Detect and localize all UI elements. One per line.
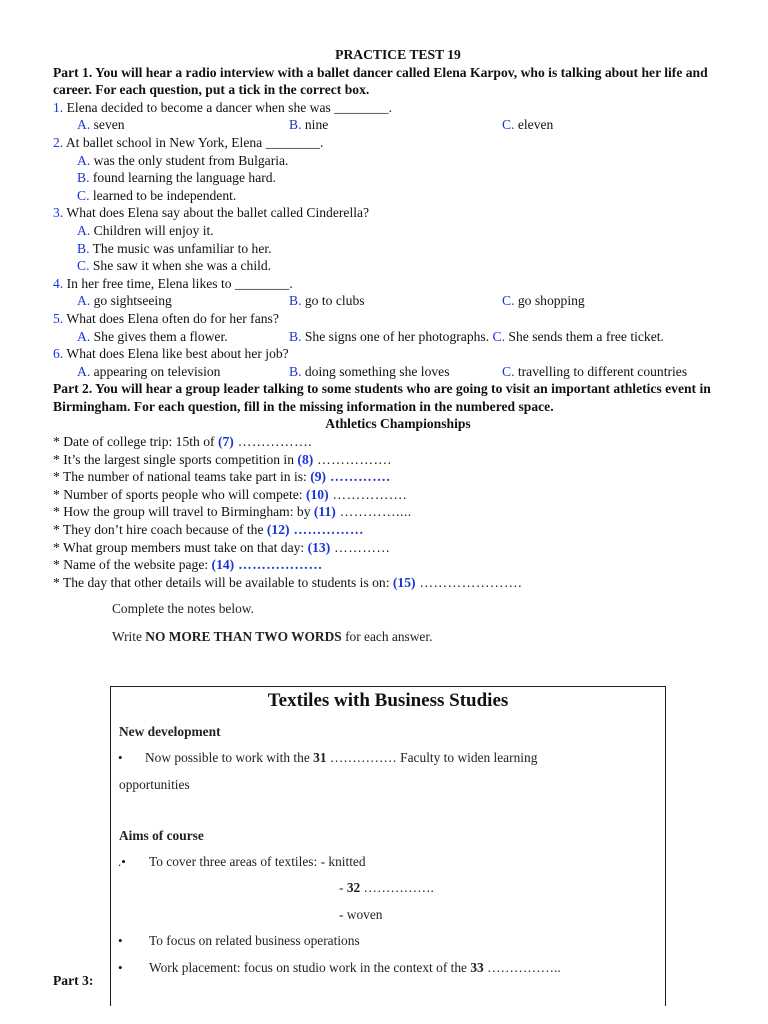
gap-number: 33 [470, 960, 484, 975]
notes-section-heading: Aims of course [119, 828, 204, 843]
question-4-options [53, 292, 743, 310]
option-c[interactable]: C. She sends them a free ticket. [492, 328, 664, 344]
question-text: What does Elena often do for her fans? [66, 310, 279, 326]
answer-blank[interactable]: …………… [289, 522, 364, 538]
part1-instruction-text: You will hear a radio interview with a ballet dancer called Elena Karpov, who is talking about her life and career. For each question, put a tick in the correct box. [53, 64, 708, 98]
answer-blank[interactable]: …………….. [483, 960, 561, 975]
question-number: 4. [53, 275, 64, 291]
question-text: What does Elena like best about her job? [66, 346, 289, 362]
option-b[interactable]: B. doing something she loves [289, 363, 450, 379]
notes-title: Textiles with Business Studies [267, 690, 509, 711]
notes-line: - woven [339, 907, 383, 922]
gap-item-10: * Number of sports people who will compete: (10) ……………. [53, 486, 407, 502]
question-number: 5. [53, 310, 64, 326]
answer-blank[interactable]: ………….... [335, 504, 412, 520]
gap-number: (11) [313, 504, 336, 520]
page-title: PRACTICE TEST 19 [335, 47, 461, 62]
gap-number: (10) [305, 486, 329, 502]
scan-word-limit: Write NO MORE THAN TWO WORDS for each answer. [112, 629, 433, 644]
option-a[interactable]: A. was the only student from Bulgaria. [77, 152, 289, 168]
option-a[interactable]: A. She gives them a flower. [77, 328, 228, 344]
bullet-icon: .• [118, 854, 126, 869]
part2-instruction-text: You will hear a group leader talking to some students who are going to visit an important athletics event in Birmingham. For each question, fill in the missing information in the numbered space. [53, 381, 711, 414]
option-c[interactable]: C. travelling to different countries [502, 363, 688, 379]
gap-number: 32 [346, 880, 361, 895]
answer-blank[interactable]: …………. [326, 469, 391, 485]
gap-item-14: * Name of the website page: (14) ……………… [53, 557, 323, 573]
notes-section-heading: New development [119, 724, 221, 739]
bullet-icon: • [118, 750, 123, 765]
gap-item-13: * What group members must take on that day: (13) ………… [53, 539, 391, 555]
question-text: In her free time, Elena likes to ________. [66, 275, 293, 291]
option-a[interactable]: A. Children will enjoy it. [77, 222, 214, 238]
worksheet [53, 46, 743, 591]
part2-instruction [53, 380, 743, 415]
gap-item-12: * They don’t hire coach because of the (12) …………… [53, 522, 364, 538]
answer-blank[interactable]: ……………. [360, 880, 434, 895]
gap-number: (7) [217, 434, 234, 450]
question-1 [53, 99, 743, 117]
notes-line-32: - 32 ……………. [339, 880, 434, 895]
answer-blank[interactable]: ……………. [233, 434, 313, 450]
question-6-options [53, 363, 743, 381]
gap-number: (15) [392, 574, 416, 590]
gap-number: (14) [211, 557, 235, 573]
question-6 [53, 345, 743, 363]
part2-label: Part 2. [53, 381, 93, 397]
option-b[interactable]: B. go to clubs [289, 293, 365, 309]
question-text: At ballet school in New York, Elena ________. [65, 134, 324, 150]
question-text: Elena decided to become a dancer when she was ________. [66, 99, 392, 115]
part1-label: Part 1. [53, 64, 93, 80]
answer-blank[interactable]: ……………. [328, 486, 407, 502]
option-b[interactable]: B. The music was unfamiliar to her. [77, 240, 272, 256]
question-number: 6. [53, 346, 64, 362]
question-2 [53, 134, 743, 152]
gap-item-15: * The day that other details will be available to students is on: (15) …………………. [53, 574, 523, 590]
scan-instruction: Complete the notes below. [112, 601, 254, 616]
answer-blank[interactable]: …………… Faculty to widen learning [326, 750, 538, 765]
notes-line: To focus on related business operations [149, 933, 360, 948]
question-text: What does Elena say about the ballet called Cinderella? [66, 205, 370, 221]
question-4 [53, 275, 743, 293]
gap-number: (13) [307, 539, 331, 555]
option-a[interactable]: A. seven [77, 117, 125, 133]
gap-number: (8) [297, 451, 314, 467]
answer-blank[interactable]: ………… [330, 539, 391, 555]
notes-line-continued: opportunities [119, 777, 190, 792]
gap-item-8: * It’s the largest single sports competition in (8) ……………. [53, 451, 392, 467]
question-5-options [53, 328, 743, 346]
question-number: 1. [53, 99, 64, 115]
option-a[interactable]: A. go sightseeing [77, 293, 172, 309]
notes-box [110, 686, 666, 1006]
answer-blank[interactable]: ……………. [313, 451, 392, 467]
question-1-options [53, 116, 743, 134]
question-number: 3. [53, 205, 64, 221]
answer-blank[interactable]: …………………. [415, 574, 523, 590]
answer-blank[interactable]: ……………… [234, 557, 323, 573]
gap-item-7: * Date of college trip: 15th of (7) ……………. [53, 434, 313, 450]
option-b[interactable]: B. nine [289, 117, 329, 133]
gap-item-9: * The number of national teams take part in is: (9) …………. [53, 469, 391, 485]
option-c[interactable]: C. go shopping [502, 293, 585, 309]
gap-number: (12) [266, 522, 290, 538]
part1-instruction [53, 64, 743, 99]
gap-number: 31 [313, 750, 327, 765]
bullet-icon: • [118, 960, 123, 975]
question-5 [53, 310, 743, 328]
option-c[interactable]: C. learned to be independent. [77, 187, 237, 203]
question-3 [53, 204, 743, 222]
notes-line-31: Now possible to work with the 31 …………… Faculty to widen learning [145, 750, 538, 765]
option-c[interactable]: C. eleven [502, 117, 554, 133]
option-a[interactable]: A. appearing on television [77, 363, 221, 379]
gap-item-11: * How the group will travel to Birmingham: by (11) ………….... [53, 504, 412, 520]
gap-number: (9) [310, 469, 327, 485]
notes-line: To cover three areas of textiles: - knitted [149, 854, 366, 869]
notes-line-33: Work placement: focus on studio work in the context of the 33 …………….. [149, 960, 561, 975]
option-b[interactable]: B. She signs one of her photographs. [289, 328, 490, 344]
question-number: 2. [53, 134, 64, 150]
option-c[interactable]: C. She saw it when she was a child. [77, 258, 272, 274]
part3-label: Part 3: [53, 973, 94, 988]
bullet-icon: • [118, 933, 123, 948]
option-b[interactable]: B. found learning the language hard. [77, 170, 276, 186]
section-heading: Athletics Championships [325, 416, 471, 432]
